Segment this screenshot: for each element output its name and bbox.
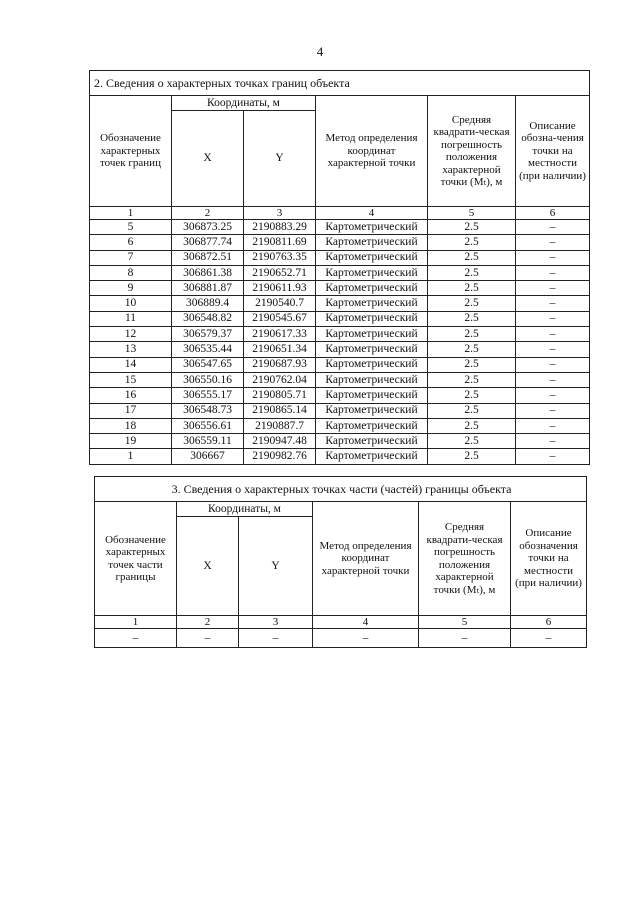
table-row — [90, 327, 590, 342]
coord-x: 306555.17 — [172, 388, 244, 403]
header-x: X — [172, 111, 244, 207]
method: Картометрический — [316, 388, 428, 403]
description: – — [516, 311, 590, 326]
column-number: 2 — [172, 207, 244, 220]
point-id: 15 — [90, 372, 172, 387]
mean-error: 2.5 — [428, 235, 516, 250]
point-id: 8 — [90, 265, 172, 280]
description: – — [516, 327, 590, 342]
point-id: – — [95, 629, 177, 648]
coord-y: 2190687.93 — [244, 357, 316, 372]
coord-x: 306550.16 — [172, 372, 244, 387]
table-row — [90, 281, 590, 296]
method: Картометрический — [316, 327, 428, 342]
table-row — [90, 388, 590, 403]
table-row — [90, 296, 590, 311]
table-row — [90, 449, 590, 464]
column-number: 5 — [419, 616, 511, 629]
point-id: 18 — [90, 418, 172, 433]
coord-x: 306547.65 — [172, 357, 244, 372]
coord-y: 2190982.76 — [244, 449, 316, 464]
coord-y: 2190811.69 — [244, 235, 316, 250]
table-row — [90, 311, 590, 326]
method: Картометрический — [316, 357, 428, 372]
description: – — [516, 357, 590, 372]
table-row — [90, 403, 590, 418]
point-id: 14 — [90, 357, 172, 372]
description: – — [516, 281, 590, 296]
table-row — [90, 434, 590, 449]
column-number: 3 — [244, 207, 316, 220]
column-number: 4 — [316, 207, 428, 220]
description: – — [516, 235, 590, 250]
point-id: 1 — [90, 449, 172, 464]
column-number: 6 — [516, 207, 590, 220]
coord-y: – — [239, 629, 313, 648]
column-number: 5 — [428, 207, 516, 220]
mean-error: 2.5 — [428, 449, 516, 464]
point-id: 16 — [90, 388, 172, 403]
mean-error: 2.5 — [428, 281, 516, 296]
method: Картометрический — [316, 235, 428, 250]
description: – — [516, 403, 590, 418]
description: – — [516, 342, 590, 357]
table-row — [90, 372, 590, 387]
column-number: 2 — [177, 616, 239, 629]
coord-y: 2190762.04 — [244, 372, 316, 387]
mean-error: 2.5 — [428, 434, 516, 449]
description: – — [511, 629, 587, 648]
point-id: 10 — [90, 296, 172, 311]
description: – — [516, 388, 590, 403]
coord-x: 306548.82 — [172, 311, 244, 326]
method: Картометрический — [316, 449, 428, 464]
point-id: 9 — [90, 281, 172, 296]
description: – — [516, 372, 590, 387]
coord-x: 306889.4 — [172, 296, 244, 311]
column-number: 1 — [95, 616, 177, 629]
method: Картометрический — [316, 418, 428, 433]
boundary-points-table — [89, 70, 590, 465]
description: – — [516, 449, 590, 464]
coord-y: 2190883.29 — [244, 220, 316, 235]
point-id: 11 — [90, 311, 172, 326]
table-row — [90, 250, 590, 265]
coord-x: – — [177, 629, 239, 648]
header-y: Y — [239, 517, 313, 616]
mean-error: – — [419, 629, 511, 648]
description: – — [516, 250, 590, 265]
mean-error: 2.5 — [428, 296, 516, 311]
description: – — [516, 296, 590, 311]
header-description: Описание обозначения точки на местности (при наличии) — [511, 502, 587, 616]
table-row — [90, 235, 590, 250]
method: Картометрический — [316, 281, 428, 296]
header-method: Метод определения координат характерной точки — [313, 502, 419, 616]
coord-y: 2190865.14 — [244, 403, 316, 418]
coord-y: 2190617.33 — [244, 327, 316, 342]
coord-y: 2190611.93 — [244, 281, 316, 296]
mean-error: 2.5 — [428, 342, 516, 357]
table-row — [90, 342, 590, 357]
page-number: 4 — [316, 44, 324, 59]
coord-x: 306667 — [172, 449, 244, 464]
header-designation: Обозначение характерных точек границ — [90, 96, 172, 207]
coord-x: 306881.87 — [172, 281, 244, 296]
header-x: X — [177, 517, 239, 616]
method: Картометрический — [316, 403, 428, 418]
point-id: 6 — [90, 235, 172, 250]
coord-x: 306579.37 — [172, 327, 244, 342]
section-3-title: 3. Сведения о характерных точках части (частей) границы объекта — [95, 477, 587, 502]
method: Картометрический — [316, 342, 428, 357]
description: – — [516, 220, 590, 235]
mean-error: 2.5 — [428, 418, 516, 433]
mean-error: 2.5 — [428, 372, 516, 387]
method: Картометрический — [316, 220, 428, 235]
column-number: 1 — [90, 207, 172, 220]
mean-error: 2.5 — [428, 220, 516, 235]
method: Картометрический — [316, 296, 428, 311]
mean-error: 2.5 — [428, 250, 516, 265]
method: Картометрический — [316, 372, 428, 387]
coord-y: 2190805.71 — [244, 388, 316, 403]
header-description: Описание обозна-чения точки на местности (при наличии) — [516, 96, 590, 207]
coord-x: 306535.44 — [172, 342, 244, 357]
table-row — [95, 629, 587, 648]
coord-y: 2190545.67 — [244, 311, 316, 326]
method: – — [313, 629, 419, 648]
method: Картометрический — [316, 311, 428, 326]
point-id: 17 — [90, 403, 172, 418]
point-id: 5 — [90, 220, 172, 235]
coord-x: 306877.74 — [172, 235, 244, 250]
mean-error: 2.5 — [428, 357, 516, 372]
part-boundary-points-table — [94, 476, 587, 648]
section-2-title: 2. Сведения о характерных точках границ объекта — [90, 71, 590, 96]
header-coordinates: Координаты, м — [172, 96, 316, 111]
point-id: 19 — [90, 434, 172, 449]
description: – — [516, 265, 590, 280]
header-error: Средняя квадрати-ческая погрешность положения характерной точки (Mₜ), м — [419, 502, 511, 616]
header-y: Y — [244, 111, 316, 207]
mean-error: 2.5 — [428, 327, 516, 342]
table-row — [90, 418, 590, 433]
column-number: 4 — [313, 616, 419, 629]
coord-x: 306559.11 — [172, 434, 244, 449]
mean-error: 2.5 — [428, 403, 516, 418]
coord-y: 2190887.7 — [244, 418, 316, 433]
header-error: Средняя квадрати-ческая погрешность положения характерной точки (Mₜ), м — [428, 96, 516, 207]
coord-y: 2190763.35 — [244, 250, 316, 265]
coord-y: 2190651.34 — [244, 342, 316, 357]
header-designation: Обозначение характерных точек части границы — [95, 502, 177, 616]
table-row — [90, 357, 590, 372]
column-number: 6 — [511, 616, 587, 629]
mean-error: 2.5 — [428, 265, 516, 280]
coord-y: 2190947.48 — [244, 434, 316, 449]
header-method: Метод определения координат характерной точки — [316, 96, 428, 207]
mean-error: 2.5 — [428, 311, 516, 326]
coord-x: 306872.51 — [172, 250, 244, 265]
point-id: 7 — [90, 250, 172, 265]
coord-x: 306556.61 — [172, 418, 244, 433]
method: Картометрический — [316, 250, 428, 265]
table-row — [90, 265, 590, 280]
coord-x: 306861.38 — [172, 265, 244, 280]
point-id: 13 — [90, 342, 172, 357]
method: Картометрический — [316, 265, 428, 280]
description: – — [516, 418, 590, 433]
coord-x: 306548.73 — [172, 403, 244, 418]
table-row — [90, 220, 590, 235]
mean-error: 2.5 — [428, 388, 516, 403]
method: Картометрический — [316, 434, 428, 449]
column-number: 3 — [239, 616, 313, 629]
description: – — [516, 434, 590, 449]
point-id: 12 — [90, 327, 172, 342]
coord-y: 2190652.71 — [244, 265, 316, 280]
coord-y: 2190540.7 — [244, 296, 316, 311]
header-coordinates: Координаты, м — [177, 502, 313, 517]
coord-x: 306873.25 — [172, 220, 244, 235]
